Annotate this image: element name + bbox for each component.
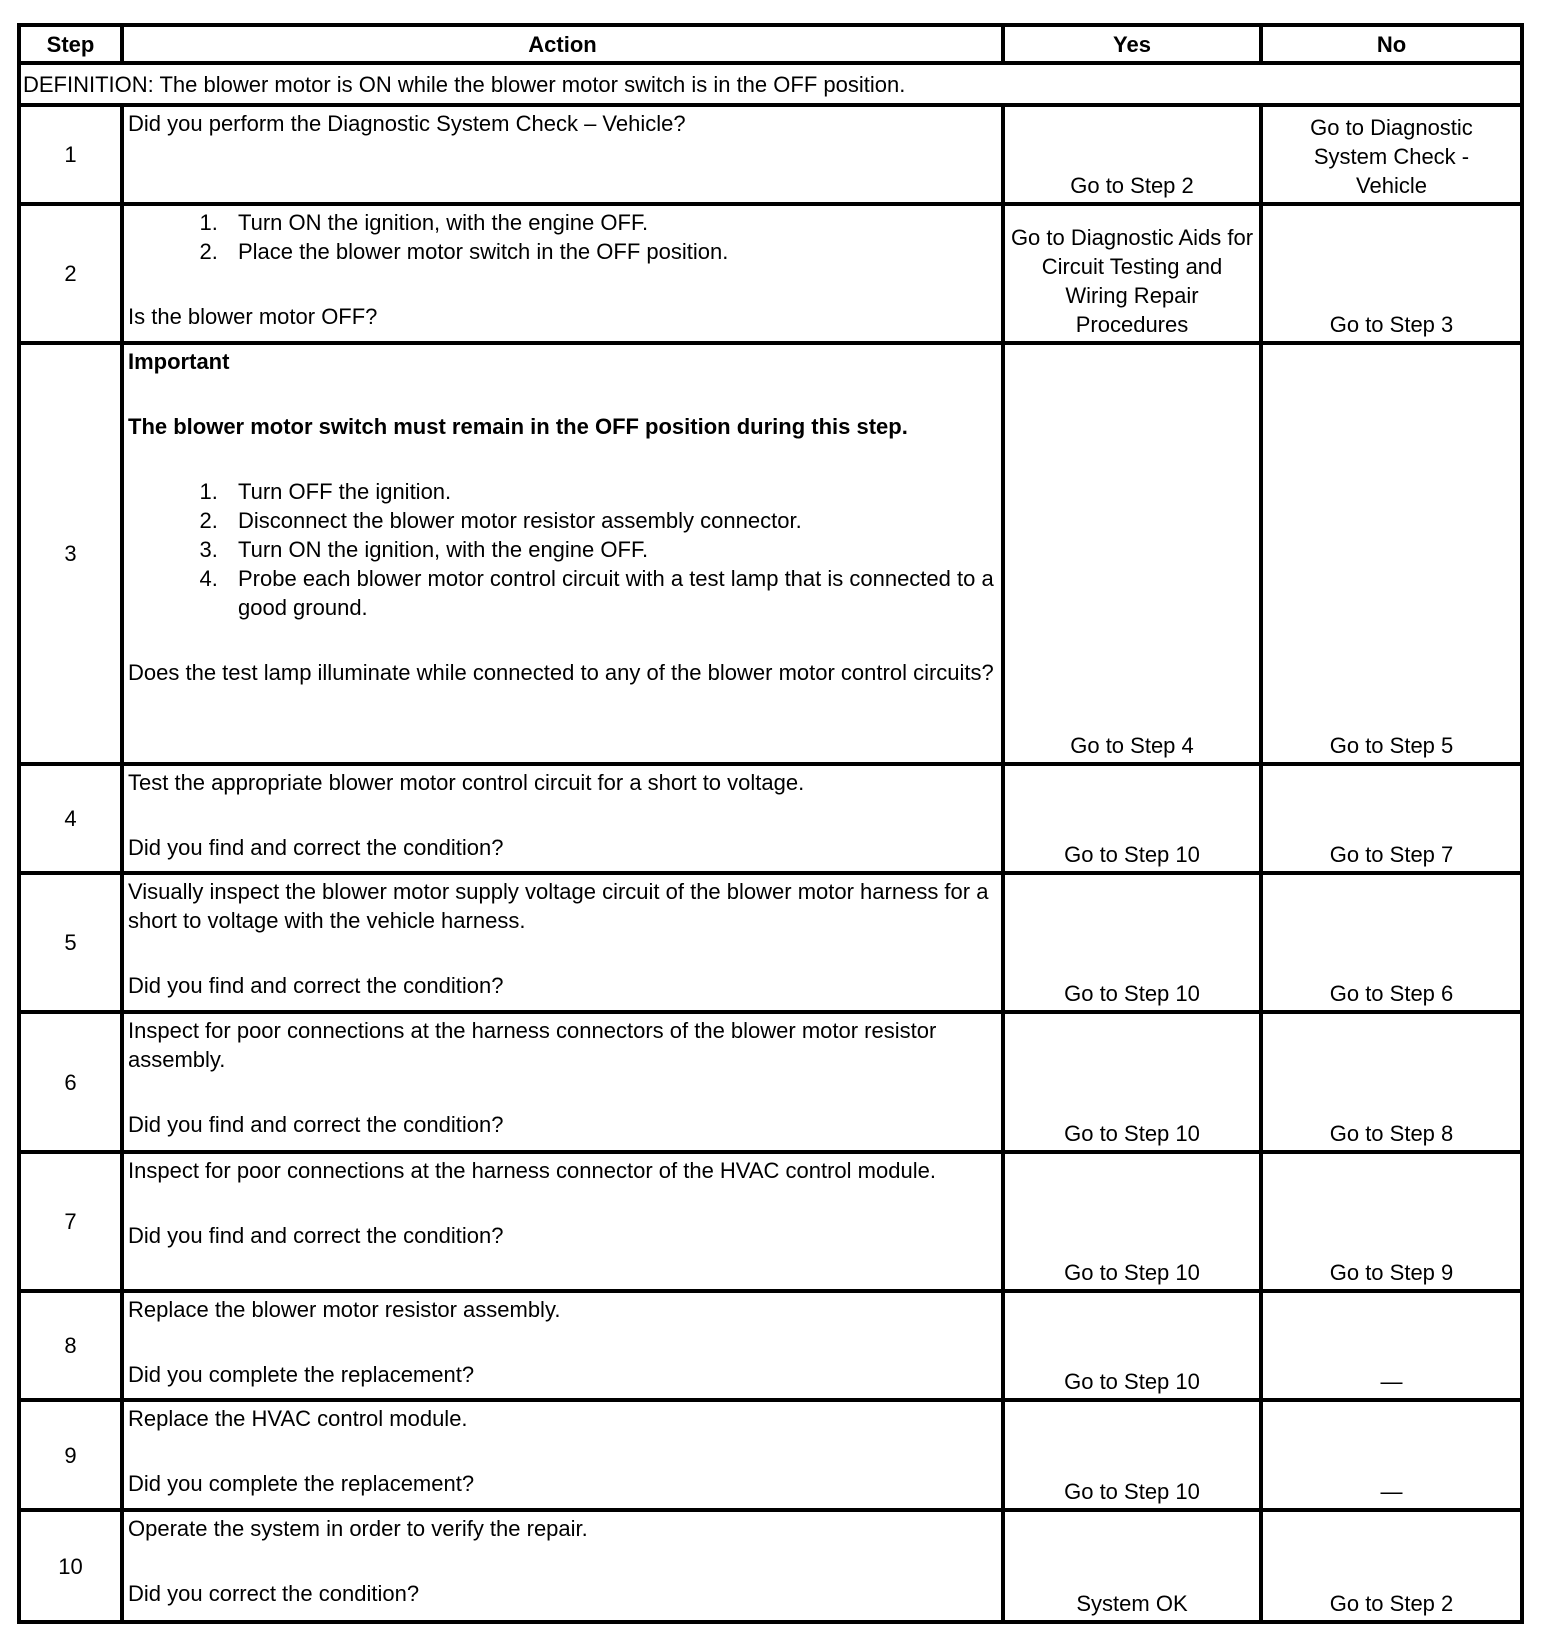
header-step: Step xyxy=(19,25,122,63)
definition-text: DEFINITION: The blower motor is ON while the blower motor switch is in the OFF position. xyxy=(19,63,1522,105)
action-cell xyxy=(122,1400,1003,1510)
action-text: Visually inspect the blower motor supply voltage circuit of the blower motor harness for a short to voltage with the vehicle harness. xyxy=(128,879,989,933)
important-title: Important xyxy=(128,349,230,374)
action-question: Did you find and correct the condition? xyxy=(128,835,504,860)
action-question: Is the blower motor OFF? xyxy=(128,304,378,329)
step-number: 3 xyxy=(19,343,122,764)
yes-result: Go to Step 10 xyxy=(1003,764,1261,873)
table-row xyxy=(19,764,1522,873)
action-text: Inspect for poor connections at the harness connectors of the blower motor resistor assembly. xyxy=(128,1018,937,1072)
action-text: Test the appropriate blower motor control circuit for a short to voltage. xyxy=(128,770,805,795)
step-number: 5 xyxy=(19,873,122,1012)
no-result: Go to Step 9 xyxy=(1261,1152,1522,1291)
action-cell xyxy=(122,764,1003,873)
action-text: Did you perform the Diagnostic System Check – Vehicle? xyxy=(122,105,1003,204)
list-item: 4. Probe each blower motor control circuit with a test lamp that is connected to a good ground. xyxy=(224,564,997,622)
table-row xyxy=(19,1291,1522,1400)
table-row xyxy=(19,343,1522,764)
action-text: Replace the blower motor resistor assembly. xyxy=(128,1297,561,1322)
action-cell xyxy=(122,1510,1003,1622)
step-number: 6 xyxy=(19,1012,122,1152)
action-text: Operate the system in order to verify the repair. xyxy=(128,1516,588,1541)
header-no: No xyxy=(1261,25,1522,63)
no-result: — xyxy=(1261,1291,1522,1400)
action-cell xyxy=(122,873,1003,1012)
header-action: Action xyxy=(122,25,1003,63)
action-question: Did you complete the replacement? xyxy=(128,1471,475,1496)
action-text: Replace the HVAC control module. xyxy=(128,1406,468,1431)
action-question: Did you find and correct the condition? xyxy=(128,973,504,998)
no-result: — xyxy=(1261,1400,1522,1510)
table-row xyxy=(19,1510,1522,1622)
action-cell xyxy=(122,343,1003,764)
step-number: 7 xyxy=(19,1152,122,1291)
no-result: Go to Step 5 xyxy=(1261,343,1522,764)
no-result: Go to Diagnostic System Check - Vehicle xyxy=(1261,105,1522,204)
action-cell xyxy=(122,1291,1003,1400)
table-row xyxy=(19,204,1522,343)
action-question: Did you complete the replacement? xyxy=(128,1362,475,1387)
action-cell xyxy=(122,204,1003,343)
list-item: 2. Disconnect the blower motor resistor assembly connector. xyxy=(224,506,997,535)
action-question: Did you correct the condition? xyxy=(128,1581,420,1606)
yes-result: Go to Step 10 xyxy=(1003,1400,1261,1510)
yes-result: Go to Step 10 xyxy=(1003,1152,1261,1291)
step-number: 4 xyxy=(19,764,122,873)
definition-row xyxy=(19,63,1522,105)
yes-result: Go to Diagnostic Aids for Circuit Testing and Wiring Repair Procedures xyxy=(1003,204,1261,343)
table-row xyxy=(19,873,1522,1012)
step-number: 1 xyxy=(19,105,122,204)
step-number: 9 xyxy=(19,1400,122,1510)
diagnostic-table xyxy=(17,23,1524,1624)
yes-result: Go to Step 10 xyxy=(1003,1012,1261,1152)
table-row xyxy=(19,1400,1522,1510)
yes-result: Go to Step 10 xyxy=(1003,873,1261,1012)
step-number: 2 xyxy=(19,204,122,343)
action-question: Did you find and correct the condition? xyxy=(128,1112,504,1137)
step-number: 10 xyxy=(19,1510,122,1622)
table-row xyxy=(19,1152,1522,1291)
no-result: Go to Step 8 xyxy=(1261,1012,1522,1152)
list-item: 1. Turn OFF the ignition. xyxy=(224,477,997,506)
yes-result: Go to Step 4 xyxy=(1003,343,1261,764)
action-question: Did you find and correct the condition? xyxy=(128,1223,504,1248)
table-row xyxy=(19,1012,1522,1152)
step-number: 8 xyxy=(19,1291,122,1400)
yes-result: System OK xyxy=(1003,1510,1261,1622)
list-item: 2. Place the blower motor switch in the OFF position. xyxy=(224,237,997,266)
no-result: Go to Step 7 xyxy=(1261,764,1522,873)
yes-result: Go to Step 10 xyxy=(1003,1291,1261,1400)
important-text: The blower motor switch must remain in the OFF position during this step. xyxy=(128,414,908,439)
action-cell xyxy=(122,1012,1003,1152)
action-question: Does the test lamp illuminate while connected to any of the blower motor control circuits? xyxy=(128,660,994,685)
list-item: 3. Turn ON the ignition, with the engine OFF. xyxy=(224,535,997,564)
action-cell xyxy=(122,1152,1003,1291)
action-text: Inspect for poor connections at the harness connector of the HVAC control module. xyxy=(128,1158,936,1183)
header-row xyxy=(19,25,1522,63)
list-item: 1. Turn ON the ignition, with the engine OFF. xyxy=(224,208,997,237)
no-result: Go to Step 6 xyxy=(1261,873,1522,1012)
yes-result: Go to Step 2 xyxy=(1003,105,1261,204)
header-yes: Yes xyxy=(1003,25,1261,63)
no-result: Go to Step 2 xyxy=(1261,1510,1522,1622)
table-row xyxy=(19,105,1522,204)
no-result: Go to Step 3 xyxy=(1261,204,1522,343)
